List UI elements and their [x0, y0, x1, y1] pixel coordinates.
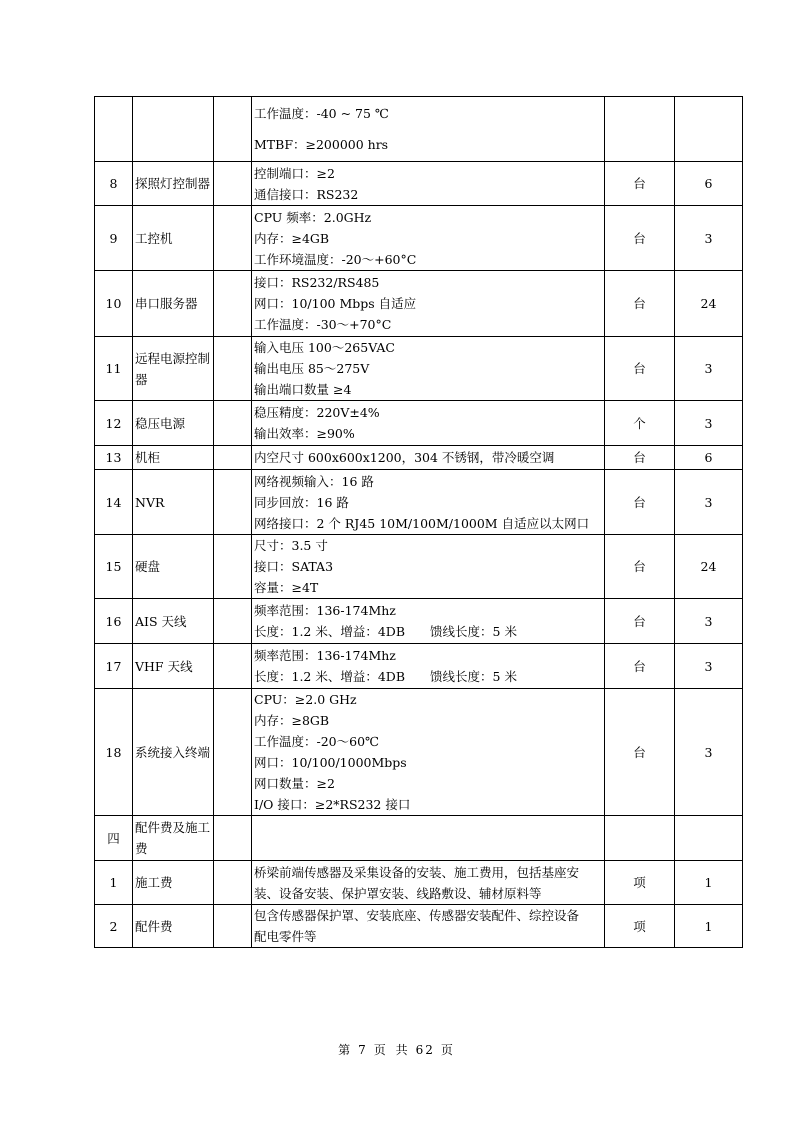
spec-cell — [252, 162, 605, 206]
table-row — [95, 470, 743, 535]
item-name-cell: 机柜 — [133, 446, 214, 470]
table-row — [95, 206, 743, 271]
spec-line: 工作温度：-30～+70°C — [254, 317, 392, 332]
table-row — [95, 271, 743, 337]
table-row — [95, 401, 743, 446]
item-name-cell: 系统接入终端 — [133, 689, 214, 816]
spec-line: 控制端口：≥2 — [254, 165, 335, 181]
spec-line: 长度：1.2 米、增益：4DB 馈线长度：5 米 — [254, 669, 517, 684]
spec-line: 工作环境温度：-20～+60°C — [254, 251, 417, 267]
unit-cell: 台 — [605, 689, 675, 816]
item-name-cell — [133, 97, 214, 162]
spec-line: 网络视频输入：16 路 — [254, 473, 374, 489]
quantity-cell: 6 — [675, 446, 743, 470]
quantity-cell: 3 — [675, 401, 743, 446]
unit-cell — [605, 97, 675, 162]
table-row — [95, 599, 743, 644]
spec-line: 配电零件等 — [254, 929, 317, 944]
spec-line: 稳压精度：220V±4% — [254, 405, 380, 420]
spec-line: 网口：10/100/1000Mbps — [254, 755, 407, 770]
item-name-cell: 配件费 — [133, 905, 214, 948]
item-name-cell: VHF 天线 — [133, 644, 214, 689]
spec-line: 网络接口：2 个 RJ45 10M/100M/1000M 自适应以太网口 — [254, 515, 590, 531]
spec-line: 尺寸：3.5 寸 — [254, 538, 328, 553]
unit-cell — [605, 816, 675, 861]
spec-line: 包含传感器保护罩、安装底座、传感器安装配件、综控设备 — [254, 908, 580, 923]
unit-cell: 台 — [605, 470, 675, 535]
spec-line: 装、设备安装、保护罩安装、线路敷设、辅材原料等 — [254, 885, 542, 901]
spec-line: 输入电压 100～265VAC — [254, 340, 395, 355]
item-name-cell: 稳压电源 — [133, 401, 214, 446]
footer-prefix: 第 — [338, 1043, 353, 1057]
footer-page-number: 7 — [358, 1043, 368, 1057]
spec-line: 长度：1.2 米、增益：4DB 馈线长度：5 米 — [254, 624, 517, 639]
spec-cell — [252, 470, 605, 535]
row-number-cell: 15 — [95, 535, 133, 599]
brand-cell — [214, 162, 252, 206]
unit-cell: 项 — [605, 905, 675, 948]
spec-cell — [252, 535, 605, 599]
table-row — [95, 905, 743, 948]
spec-line: 接口：SATA3 — [254, 559, 334, 574]
row-number-cell: 16 — [95, 599, 133, 644]
spec-line: 内存：≥8GB — [254, 713, 330, 728]
unit-cell: 个 — [605, 401, 675, 446]
unit-cell: 台 — [605, 206, 675, 271]
table-row — [95, 816, 743, 861]
table-row — [95, 535, 743, 599]
spec-line: 工作温度：-40 ~ 75 ℃ — [254, 106, 389, 121]
item-name-cell: 工控机 — [133, 206, 214, 271]
brand-cell — [214, 816, 252, 861]
quantity-cell: 3 — [675, 470, 743, 535]
table-body — [95, 97, 743, 948]
footer-total-pages: 62 — [415, 1043, 435, 1057]
item-name-cell: NVR — [133, 470, 214, 535]
quantity-cell: 24 — [675, 535, 743, 599]
quantity-cell — [675, 816, 743, 861]
brand-cell — [214, 861, 252, 905]
unit-cell: 台 — [605, 337, 675, 401]
row-number-cell: 11 — [95, 337, 133, 401]
table-row — [95, 689, 743, 816]
quantity-cell: 3 — [675, 644, 743, 689]
row-number-cell: 17 — [95, 644, 133, 689]
spec-cell — [252, 206, 605, 271]
spec-line: 输出端口数量 ≥4 — [254, 382, 352, 397]
spec-line: 容量：≥4T — [254, 580, 319, 595]
spec-cell — [252, 816, 605, 861]
brand-cell — [214, 599, 252, 644]
item-name-cell: 串口服务器 — [133, 271, 214, 337]
brand-cell — [214, 689, 252, 816]
quantity-cell: 3 — [675, 206, 743, 271]
row-number-cell: 1 — [95, 861, 133, 905]
row-number-cell: 四 — [95, 816, 133, 861]
brand-cell — [214, 337, 252, 401]
spec-cell — [252, 446, 605, 470]
page-footer — [0, 1041, 793, 1058]
spec-line: 输出效率：≥90% — [254, 426, 355, 441]
unit-cell: 项 — [605, 861, 675, 905]
row-number-cell: 9 — [95, 206, 133, 271]
spec-line: CPU 频率：2.0GHz — [254, 209, 372, 225]
spec-cell — [252, 337, 605, 401]
row-number-cell: 13 — [95, 446, 133, 470]
row-number-cell: 8 — [95, 162, 133, 206]
row-number-cell — [95, 97, 133, 162]
spec-line: 桥梁前端传感器及采集设备的安装、施工费用，包括基座安 — [254, 864, 580, 880]
row-number-cell: 2 — [95, 905, 133, 948]
item-name-cell: 硬盘 — [133, 535, 214, 599]
spec-cell — [252, 271, 605, 337]
spec-cell — [252, 401, 605, 446]
quantity-cell: 1 — [675, 861, 743, 905]
spec-line: 网口：10/100 Mbps 自适应 — [254, 296, 417, 311]
unit-cell: 台 — [605, 599, 675, 644]
brand-cell — [214, 401, 252, 446]
brand-cell — [214, 206, 252, 271]
unit-cell: 台 — [605, 446, 675, 470]
spec-line: MTBF：≥200000 hrs — [254, 137, 389, 152]
spec-cell — [252, 97, 605, 162]
table-row — [95, 162, 743, 206]
unit-cell: 台 — [605, 644, 675, 689]
spec-line: 内存：≥4GB — [254, 230, 330, 246]
spec-cell — [252, 644, 605, 689]
spec-line: I/O 接口：≥2*RS232 接口 — [254, 797, 411, 812]
brand-cell — [214, 446, 252, 470]
spec-line: 输出电压 85～275V — [254, 361, 370, 376]
row-number-cell: 14 — [95, 470, 133, 535]
unit-cell: 台 — [605, 271, 675, 337]
unit-cell: 台 — [605, 162, 675, 206]
spec-line: CPU：≥2.0 GHz — [254, 692, 357, 707]
spec-line: 频率范围：136-174Mhz — [254, 603, 396, 618]
table-row — [95, 337, 743, 401]
table-row — [95, 97, 743, 162]
quantity-cell: 3 — [675, 689, 743, 816]
item-name-cell: 配件费及施工费 — [133, 816, 214, 861]
table-row — [95, 446, 743, 470]
item-name-cell: 探照灯控制器 — [133, 162, 214, 206]
quantity-cell: 3 — [675, 337, 743, 401]
footer-suffix: 页 — [440, 1043, 455, 1057]
spec-line: 同步回放：16 路 — [254, 494, 349, 510]
spec-line: 频率范围：136-174Mhz — [254, 648, 396, 663]
table-row — [95, 861, 743, 905]
quantity-cell: 1 — [675, 905, 743, 948]
spec-cell — [252, 599, 605, 644]
item-name-cell: AIS 天线 — [133, 599, 214, 644]
row-number-cell: 18 — [95, 689, 133, 816]
footer-middle: 页 共 — [373, 1043, 410, 1057]
quantity-cell: 6 — [675, 162, 743, 206]
spec-cell — [252, 861, 605, 905]
brand-cell — [214, 97, 252, 162]
spec-cell — [252, 905, 605, 948]
brand-cell — [214, 271, 252, 337]
brand-cell — [214, 470, 252, 535]
row-number-cell: 12 — [95, 401, 133, 446]
brand-cell — [214, 644, 252, 689]
quantity-cell — [675, 97, 743, 162]
spec-cell — [252, 689, 605, 816]
table-row — [95, 644, 743, 689]
spec-line: 接口：RS232/RS485 — [254, 275, 380, 290]
equipment-spec-table — [94, 96, 743, 948]
spec-line: 内空尺寸 600x600x1200，304 不锈钢，带冷暖空调 — [254, 450, 555, 465]
spec-line: 工作温度：-20～60℃ — [254, 734, 380, 749]
spec-line: 通信接口：RS232 — [254, 186, 359, 202]
quantity-cell: 24 — [675, 271, 743, 337]
quantity-cell: 3 — [675, 599, 743, 644]
spec-line: 网口数量：≥2 — [254, 776, 335, 791]
brand-cell — [214, 535, 252, 599]
row-number-cell: 10 — [95, 271, 133, 337]
unit-cell: 台 — [605, 535, 675, 599]
brand-cell — [214, 905, 252, 948]
item-name-cell: 施工费 — [133, 861, 214, 905]
item-name-cell: 远程电源控制器 — [133, 337, 214, 401]
